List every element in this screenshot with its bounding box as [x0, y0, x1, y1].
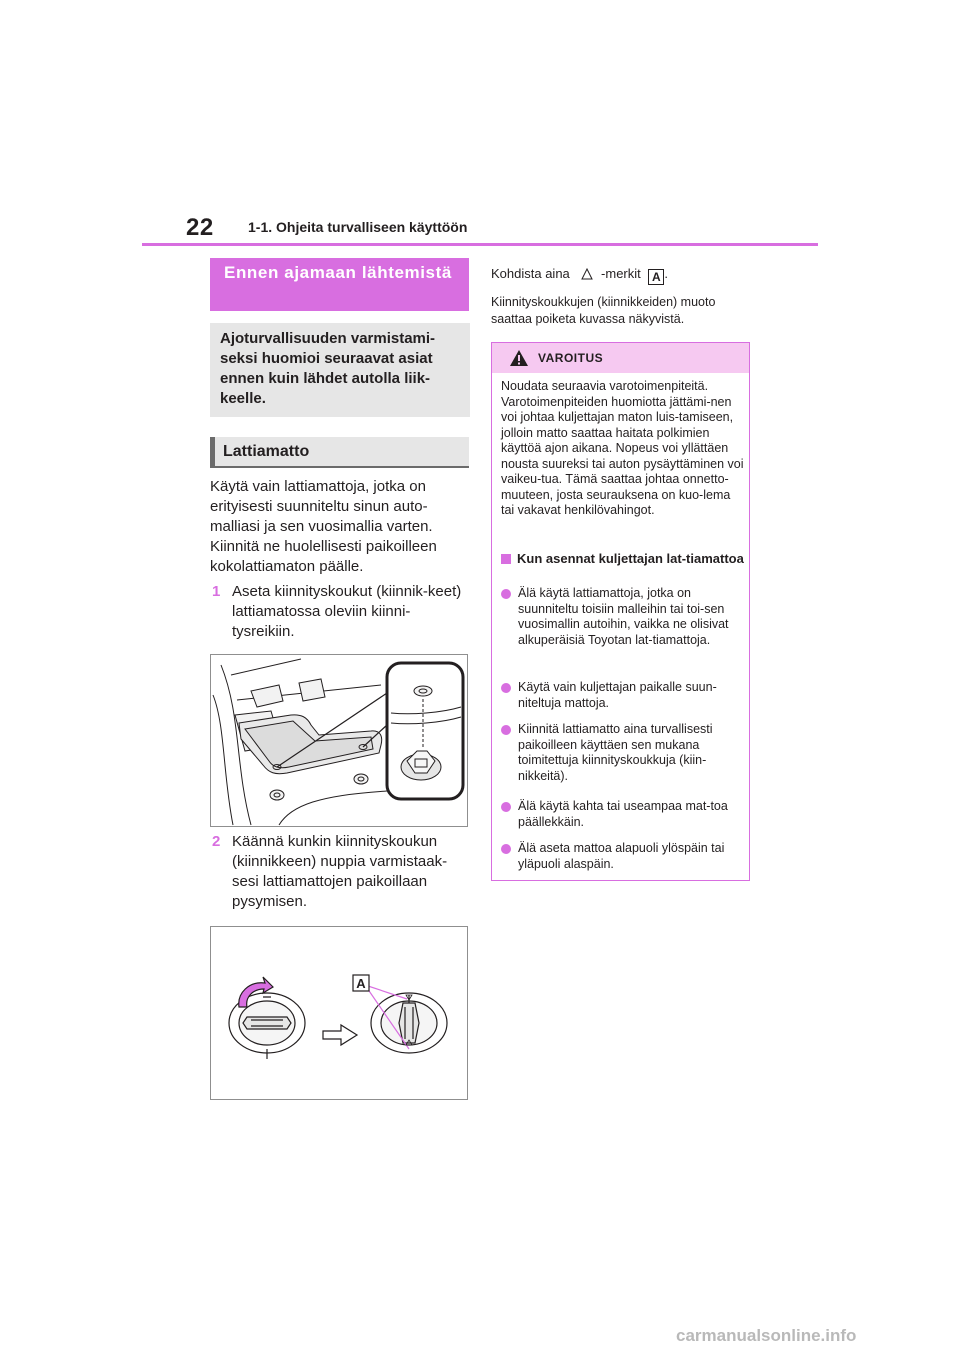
warning-box — [491, 342, 750, 881]
align-text-end: . — [664, 266, 668, 281]
figure-turn-knob — [210, 926, 468, 1100]
knob-illustration — [211, 927, 467, 1099]
label-a-inline: A — [648, 269, 664, 285]
intro-panel: Ajoturvallisuuden varmistami-seksi huomioi seuraavat asiat ennen kuin lähdet autolla liik-keelle. — [210, 323, 470, 417]
align-text-start: Kohdista aina — [491, 266, 570, 281]
figure-floor-mat-hooks — [210, 654, 468, 827]
triangle-mark-icon — [581, 268, 593, 280]
warning-title: VAROITUS — [538, 351, 604, 365]
bullet-text: Käytä vain kuljettajan paikalle suun-niteltuja mattoja. — [518, 680, 717, 710]
bullet-dot-icon — [501, 844, 511, 854]
bullet-dot-icon — [501, 683, 511, 693]
chapter-title: Ennen ajamaan lähtemistä — [210, 258, 469, 311]
step-2 — [212, 832, 474, 914]
bullet-dot-icon — [501, 725, 511, 735]
step-1 — [212, 582, 474, 644]
warning-subheading-text: Kun asennat kuljettajan lat-tiamattoa — [517, 551, 744, 566]
page-number: 22 — [186, 214, 214, 241]
body-paragraph: Käytä vain lattiamattoja, jotka on erityisesti suunniteltu sinun auto-malliasi ja sen vuosimallia varten. Kiinnitä ne huolellisesti paikoilleen kokolattiamaton päälle. — [210, 478, 437, 575]
bullet-dot-icon — [501, 589, 511, 599]
warning-intro: Noudata seuraavia varotoimenpiteitä. Varotoimenpiteiden huomiotta jättämi-nen voi johtaa kuljettajan maton luis-tamiseen, jolloin matto saattaa haitata polkimien käyttöä ajon aikana. Nopeus voi yllättäen nousta suureksi tai auton pysäyttäminen voi vaikeu-tua. Tämä saattaa johtaa onnetto-muuteen, josta seurauksena on kuo-lema tai vakavat henkilövahingot. — [501, 379, 744, 517]
step-text: Käännä kunkin kiinnityskoukun (kiinnikkeen) nuppia varmistaak-sesi lattiamattojen paikoillaan pysymisen. — [232, 833, 448, 910]
section-title: 1-1. Ohjeita turvalliseen käyttöön — [248, 219, 468, 235]
bullet-text: Älä käytä lattiamattoja, jotka on suunniteltu toisiin malleihin tai toi-sen vuosimallin autoihin, vaikka ne olisivat alkuperäisiä Toyotan lat-tiamattoja. — [518, 586, 729, 647]
header-divider — [142, 243, 818, 246]
bullet-text: Älä aseta mattoa alapuoli ylöspäin tai yläpuoli alaspäin. — [518, 841, 725, 871]
align-text-mid: -merkit — [601, 266, 641, 281]
alignment-instruction — [491, 265, 668, 285]
step-number: 2 — [212, 833, 221, 850]
step-text: Aseta kiinnityskoukut (kiinnik-keet) lattiamatossa oleviin kiinni-tysreikiin. — [232, 583, 462, 640]
bullet-dot-icon — [501, 802, 511, 812]
bullet-text: Älä käytä kahta tai useampaa mat-toa päällekkäin. — [518, 799, 728, 829]
floor-mat-illustration — [211, 655, 467, 826]
label-a: A — [356, 976, 366, 991]
square-bullet-icon — [501, 554, 511, 564]
warning-triangle-icon — [509, 349, 529, 367]
watermark: carmanualsonline.info — [676, 1326, 857, 1345]
step-number: 1 — [212, 583, 221, 600]
subheading-floor-mat: Lattiamatto — [210, 437, 469, 468]
shape-note: Kiinnityskoukkujen (kiinnikkeiden) muoto saattaa poiketa kuvassa näkyvistä. — [491, 295, 716, 326]
warning-header — [492, 343, 749, 373]
bullet-text: Kiinnitä lattiamatto aina turvallisesti paikoilleen käyttäen sen mukana toimitettuja kiinnityskoukkuja (kiin-nikkeitä). — [518, 722, 713, 783]
